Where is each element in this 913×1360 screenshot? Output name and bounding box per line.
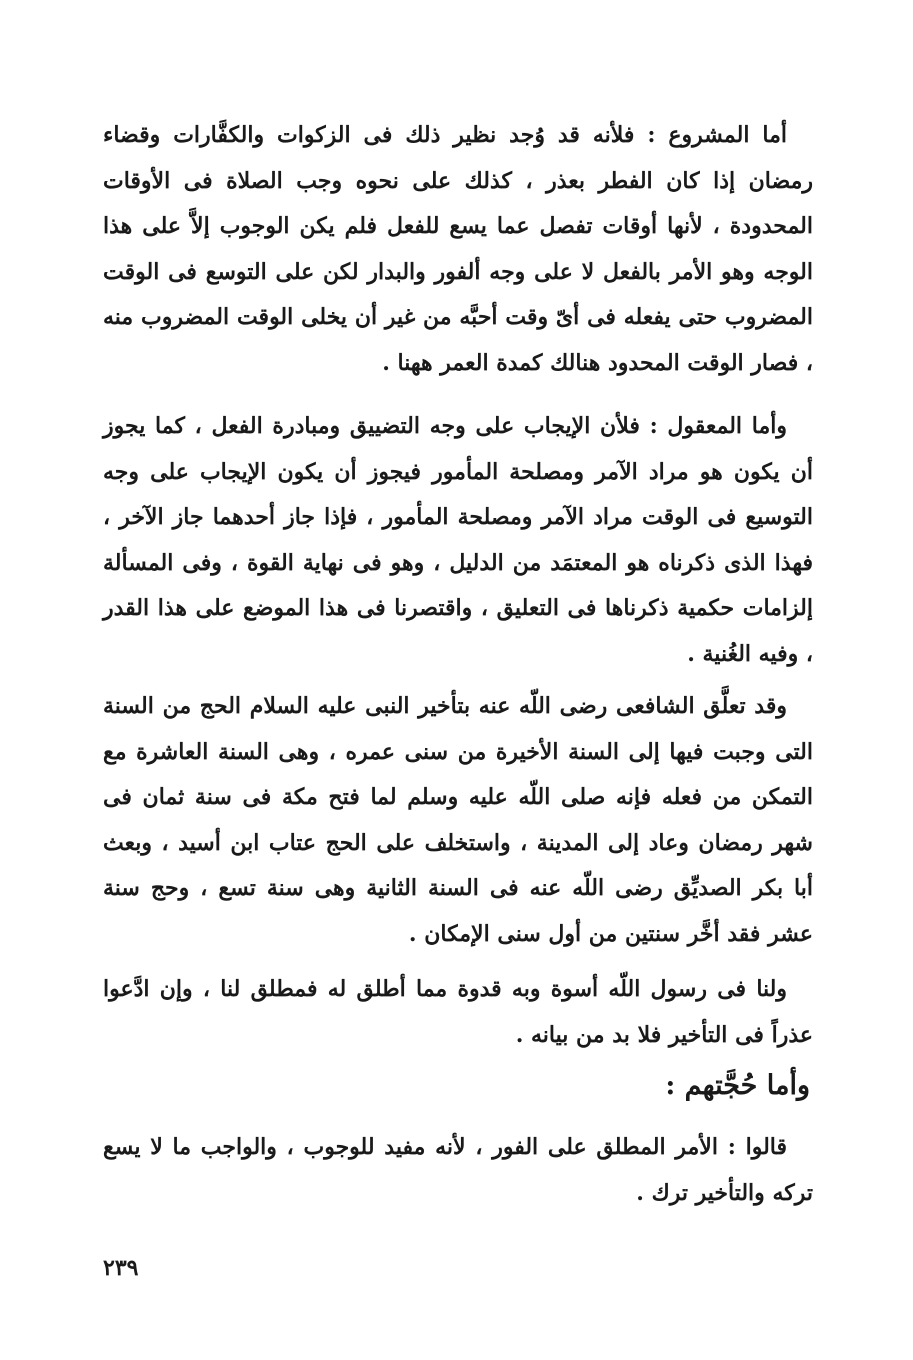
paragraph-shafii-argument: وقد تعلَّق الشافعى رضى اللّه عنه بتأخير النبى عليه السلام الحج من السنة التى وجبت فيها إلى السنة الأخيرة من سنى عمره ، وهى السنة العاشرة مع التمكن من فعله فإنه صلى اللّه عليه وسلم لما فتح مكة فى سنة ثمان فى شهر رمضان وعاد إلى المدينة ، واستخلف على الحج عتاب ابن أسيد ، وبعث أبا بكر الصديِّق رضى اللّه عنه فى السنة الثانية وهى سنة تسع ، وحج سنة عشر فقد أخَّر سنتين من أول سنى الإمكان . <box>103 693 813 947</box>
page-number: ٢٣٩ <box>103 1255 139 1281</box>
paragraph-their-argument: قالوا : الأمر المطلق على الفور ، لأنه مفيد للوجوب ، والواجب ما لا يسع تركه والتأخير ترك . <box>103 1134 813 1206</box>
paragraph-legal-argument: أما المشروع : فلأنه قد وُجد نظير ذلك فى الزكوات والكفَّارات وقضاء رمضان إذا كان الفطر بعذر ، كذلك على نحوه وجب الصلاة فى الأوقات المحدودة ، لأنها أوقات تفصل عما يسع للفعل فلم يكن الوجوب إلاَّ على هذا الوجه وهو الأمر بالفعل لا على وجه ألفور والبدار لكن على التوسع فى الوقت المضروب حتى يفعله فى أىّ وقت أحبَّه من غير أن يخلى الوقت المضروب منه ، فصار الوقت المحدود هنالك كمدة العمر ههنا . <box>103 122 813 376</box>
section-heading: وأما حُجَّتهم : <box>665 1070 810 1101</box>
paragraph-rational-argument: وأما المعقول : فلأن الإيجاب على وجه التضييق ومبادرة الفعل ، كما يجوز أن يكون هو مراد الآمر ومصلحة المأمور فيجوز أن يكون الإيجاب على وجه التوسيع فى الوقت مراد الآمر ومصلحة المأمور ، فإذا جاز أحدهما جاز الآخر ، فهذا الذى ذكرناه هو المعتمَد من الدليل ، وهو فى نهاية القوة ، وفى المسألة إلزامات حكمية ذكرناها فى التعليق ، واقتصرنا فى هذا الموضع على هذا القدر ، وفيه الغُنية . <box>103 413 813 667</box>
paragraph-prophet-example: ولنا فى رسول اللّه أسوة وبه قدوة مما أطلق له فمطلق لنا ، وإن ادَّعوا عذراً فى التأخير فلا بد من بيانه . <box>103 976 813 1048</box>
